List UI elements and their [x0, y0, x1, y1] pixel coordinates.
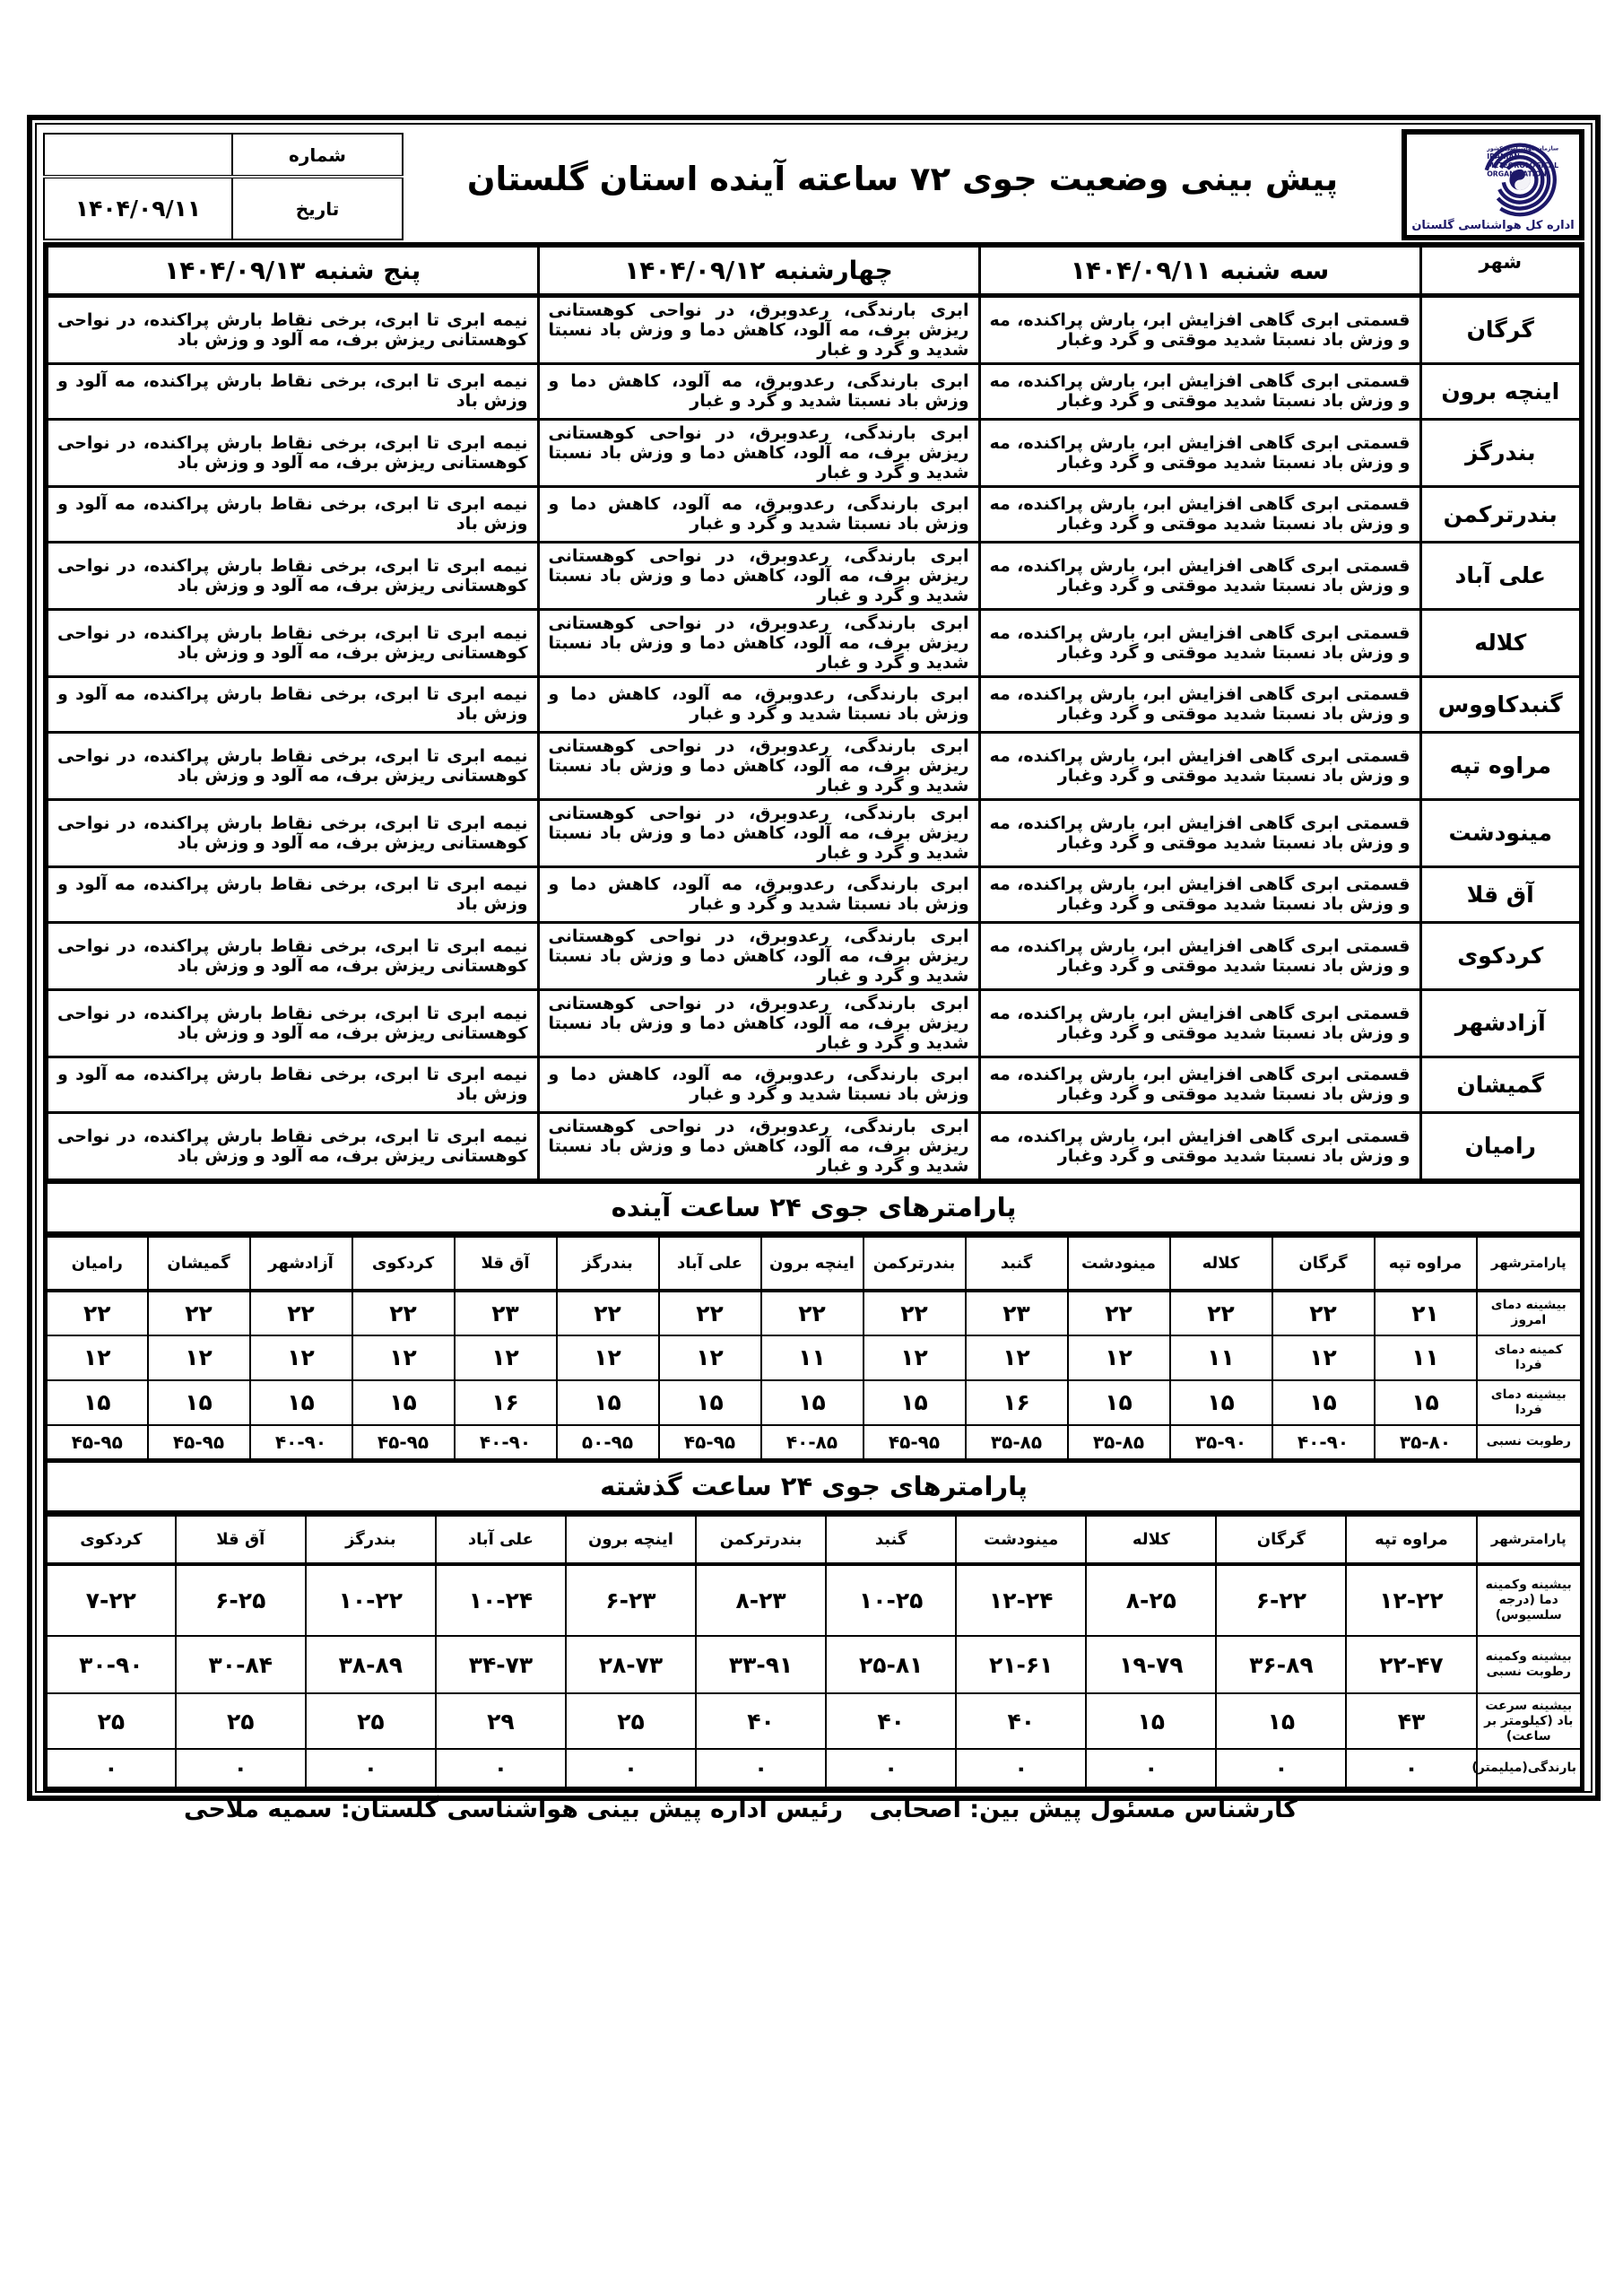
- meta-table: [43, 133, 404, 240]
- logo-org-fa: سازمان هواشناسی کشور: [1487, 145, 1559, 152]
- forecast-cell-wednesday: ابری بارندگی، رعدوبرق، مه آلود، کاهش دما و وزش باد نسبتا شدید و گرد و غبار: [538, 486, 979, 542]
- param-value-cell: ۲۲: [352, 1291, 455, 1335]
- param-value-cell: ۰: [1346, 1749, 1476, 1788]
- column-header-city: کلاله: [1086, 1516, 1216, 1564]
- footer-head: رئیس اداره پیش بینی هواشناسی گلستان: سمیه ملاحی: [184, 1796, 844, 1823]
- param-value-cell: ۱۰-۲۵: [826, 1564, 956, 1636]
- param-value-cell: ۲۵-۸۱: [826, 1636, 956, 1693]
- forecast-cell-wednesday: ابری بارندگی، رعدوبرق، مه آلود، کاهش دما و وزش باد نسبتا شدید و گرد و غبار: [538, 676, 979, 732]
- param-value-cell: ۶-۲۳: [566, 1564, 696, 1636]
- table-row: [46, 866, 1582, 922]
- param-value-cell: ۲۵: [46, 1693, 176, 1749]
- forecast-cell-thursday: نیمه ابری تا ابری، برخی نقاط بارش پراکنده، مه آلود و وزش باد: [46, 486, 538, 542]
- column-header-city: بندرگز: [306, 1516, 436, 1564]
- forecast-cell-thursday: نیمه ابری تا ابری، برخی نقاط بارش پراکنده، در نواحی کوهستانی ریزش برف، مه آلود و وزش باد: [46, 295, 538, 363]
- city-cell: آزادشهر: [1420, 989, 1582, 1057]
- param-value-cell: ۲۲-۴۷: [1346, 1636, 1476, 1693]
- param-value-cell: ۱۲: [352, 1335, 455, 1380]
- param-value-cell: ۱۶: [966, 1380, 1068, 1425]
- param-value-cell: ۱۵: [1272, 1380, 1375, 1425]
- param-value-cell: ۲۹: [436, 1693, 566, 1749]
- forecast-cell-tuesday: قسمتی ابری گاهی افزایش ابر، بارش پراکنده، مه و وزش باد نسبتا شدید موقتی و گرد وغبار: [979, 1057, 1420, 1112]
- logo-caption: اداره کل هواشناسی گلستان: [1411, 219, 1575, 232]
- meta-date-label: تاریخ: [232, 177, 403, 239]
- params-header-row: [46, 1237, 1583, 1291]
- param-value-cell: ۲۲: [1068, 1291, 1170, 1335]
- param-value-cell: ۴۰-۹۰: [250, 1425, 352, 1461]
- param-value-cell: ۸-۲۳: [696, 1564, 826, 1636]
- table-row: [46, 1693, 1583, 1749]
- day-header-tuesday: سه شنبه ۱۴۰۴/۰۹/۱۱: [979, 245, 1420, 295]
- table-row: [46, 1425, 1583, 1461]
- param-value-cell: ۲۳: [455, 1291, 557, 1335]
- table-row: [46, 363, 1582, 419]
- city-cell: گرگان: [1420, 295, 1582, 363]
- param-value-cell: ۱۵: [557, 1380, 659, 1425]
- city-cell: گنبدکاووس: [1420, 676, 1582, 732]
- param-value-cell: ۱۵: [148, 1380, 250, 1425]
- table-row: [46, 1291, 1583, 1335]
- forecast-header-row: [46, 245, 1582, 295]
- param-value-cell: ۰: [696, 1749, 826, 1788]
- param-value-cell: ۴۰-۸۵: [761, 1425, 864, 1461]
- column-header-city: بندرترکمن: [864, 1237, 966, 1291]
- param-value-cell: ۰: [306, 1749, 436, 1788]
- param-value-cell: ۲۲: [659, 1291, 761, 1335]
- param-value-cell: ۶-۲۵: [176, 1564, 306, 1636]
- params-future-title: پارامترهای جوی ۲۴ ساعت آینده: [43, 1184, 1584, 1236]
- column-header-city: آق قلا: [455, 1237, 557, 1291]
- city-cell: مینودشت: [1420, 799, 1582, 866]
- param-value-cell: ۲۱-۶۱: [956, 1636, 1086, 1693]
- param-value-cell: ۱۵: [46, 1380, 148, 1425]
- doc-frame-inner: [35, 123, 1593, 1793]
- param-value-cell: ۲۸-۷۳: [566, 1636, 696, 1693]
- table-row: [46, 989, 1582, 1057]
- forecast-cell-tuesday: قسمتی ابری گاهی افزایش ابر، بارش پراکنده، مه و وزش باد نسبتا شدید موقتی و گرد وغبار: [979, 542, 1420, 609]
- column-header-city: مینودشت: [1068, 1237, 1170, 1291]
- param-value-cell: ۲۲: [864, 1291, 966, 1335]
- column-header-city: گنبد: [826, 1516, 956, 1564]
- column-header-city: گمیشان: [148, 1237, 250, 1291]
- param-value-cell: ۲۵: [306, 1693, 436, 1749]
- param-value-cell: ۱۵: [761, 1380, 864, 1425]
- param-value-cell: ۴۰: [696, 1693, 826, 1749]
- param-value-cell: ۱۵: [250, 1380, 352, 1425]
- param-value-cell: ۰: [46, 1749, 176, 1788]
- param-value-cell: ۰: [826, 1749, 956, 1788]
- param-value-cell: ۴۵-۹۵: [148, 1425, 250, 1461]
- table-row: [46, 542, 1582, 609]
- forecast-cell-tuesday: قسمتی ابری گاهی افزایش ابر، بارش پراکنده، مه و وزش باد نسبتا شدید موقتی و گرد وغبار: [979, 486, 1420, 542]
- params-corner-header: پارامترشهر: [1477, 1237, 1583, 1291]
- forecast-cell-tuesday: قسمتی ابری گاهی افزایش ابر، بارش پراکنده، مه و وزش باد نسبتا شدید موقتی و گرد وغبار: [979, 989, 1420, 1057]
- param-value-cell: ۱۲-۲۲: [1346, 1564, 1476, 1636]
- params-corner-header: پارامترشهر: [1477, 1516, 1583, 1564]
- table-row: [46, 609, 1582, 676]
- logo-org-en2: METEOROLOGICAL: [1487, 161, 1559, 170]
- forecast-cell-wednesday: ابری بارندگی، رعدوبرق، مه آلود، کاهش دما و وزش باد نسبتا شدید و گرد و غبار: [538, 363, 979, 419]
- param-value-cell: ۰: [566, 1749, 696, 1788]
- param-value-cell: ۱۵: [1170, 1380, 1272, 1425]
- city-cell: کلاله: [1420, 609, 1582, 676]
- param-value-cell: ۸-۲۵: [1086, 1564, 1216, 1636]
- column-header-city: کلاله: [1170, 1237, 1272, 1291]
- param-value-cell: ۲۲: [46, 1291, 148, 1335]
- column-header-city: گنبد: [966, 1237, 1068, 1291]
- forecast-cell-tuesday: قسمتی ابری گاهی افزایش ابر، بارش پراکنده، مه و وزش باد نسبتا شدید موقتی و گرد وغبار: [979, 609, 1420, 676]
- param-value-cell: ۱۵: [1068, 1380, 1170, 1425]
- param-value-cell: ۱۵: [1086, 1693, 1216, 1749]
- param-value-cell: ۰: [176, 1749, 306, 1788]
- table-row: [46, 1335, 1583, 1380]
- forecast-cell-thursday: نیمه ابری تا ابری، برخی نقاط بارش پراکنده، در نواحی کوهستانی ریزش برف، مه آلود و وزش باد: [46, 419, 538, 486]
- param-value-cell: ۱۶: [455, 1380, 557, 1425]
- table-row: [46, 1380, 1583, 1425]
- column-header-city: مینودشت: [956, 1516, 1086, 1564]
- forecast-cell-wednesday: ابری بارندگی، رعدوبرق، در نواحی کوهستانی ریزش برف، مه آلود، کاهش دما و وزش باد نسبتا شدید و گرد و غبار: [538, 295, 979, 363]
- table-row: [46, 922, 1582, 989]
- forecast-cell-tuesday: قسمتی ابری گاهی افزایش ابر، بارش پراکنده، مه و وزش باد نسبتا شدید موقتی و گرد وغبار: [979, 1112, 1420, 1181]
- forecast-cell-wednesday: ابری بارندگی، رعدوبرق، در نواحی کوهستانی ریزش برف، مه آلود، کاهش دما و وزش باد نسبتا شدید و گرد و غبار: [538, 419, 979, 486]
- param-value-cell: ۱۲: [864, 1335, 966, 1380]
- met-org-logo-icon: [1410, 136, 1576, 220]
- param-row-label: بارندگی(میلیمتر): [1477, 1749, 1583, 1788]
- param-row-label: بیشینه دمای امروز: [1477, 1291, 1583, 1335]
- param-value-cell: ۱۲: [46, 1335, 148, 1380]
- param-value-cell: ۴۰-۹۰: [455, 1425, 557, 1461]
- forecast-cell-thursday: نیمه ابری تا ابری، برخی نقاط بارش پراکنده، مه آلود و وزش باد: [46, 866, 538, 922]
- column-header-city: بندرگز: [557, 1237, 659, 1291]
- param-value-cell: ۲۲: [761, 1291, 864, 1335]
- forecast-body: [46, 295, 1582, 1181]
- column-header-city: آق قلا: [176, 1516, 306, 1564]
- column-header-city: علی آباد: [659, 1237, 761, 1291]
- param-value-cell: ۰: [956, 1749, 1086, 1788]
- param-row-label: رطوبت نسبی: [1477, 1425, 1583, 1461]
- forecast-cell-wednesday: ابری بارندگی، رعدوبرق، در نواحی کوهستانی ریزش برف، مه آلود، کاهش دما و وزش باد نسبتا شدید و گرد و غبار: [538, 609, 979, 676]
- doc-header: [43, 129, 1584, 240]
- param-value-cell: ۲۲: [1272, 1291, 1375, 1335]
- param-value-cell: ۲۵: [176, 1693, 306, 1749]
- city-cell: کردکوی: [1420, 922, 1582, 989]
- param-value-cell: ۴۰-۹۰: [1272, 1425, 1375, 1461]
- column-header-city: گرگان: [1216, 1516, 1346, 1564]
- column-header-city: مراوه تپه: [1346, 1516, 1476, 1564]
- param-value-cell: ۴۵-۹۵: [46, 1425, 148, 1461]
- forecast-cell-tuesday: قسمتی ابری گاهی افزایش ابر، بارش پراکنده، مه و وزش باد نسبتا شدید موقتی و گرد وغبار: [979, 732, 1420, 799]
- column-header-city: رامیان: [46, 1237, 148, 1291]
- param-value-cell: ۱۱: [1170, 1335, 1272, 1380]
- params-past-title: پارامترهای جوی ۲۴ ساعت گذشته: [43, 1463, 1584, 1515]
- param-value-cell: ۲۲: [557, 1291, 659, 1335]
- param-value-cell: ۱۱: [1375, 1335, 1477, 1380]
- forecast-cell-thursday: نیمه ابری تا ابری، برخی نقاط بارش پراکنده، در نواحی کوهستانی ریزش برف، مه آلود و وزش باد: [46, 542, 538, 609]
- forecast-cell-wednesday: ابری بارندگی، رعدوبرق، در نواحی کوهستانی ریزش برف، مه آلود، کاهش دما و وزش باد نسبتا شدید و گرد و غبار: [538, 542, 979, 609]
- forecast-cell-tuesday: قسمتی ابری گاهی افزایش ابر، بارش پراکنده، مه و وزش باد نسبتا شدید موقتی و گرد وغبار: [979, 676, 1420, 732]
- city-cell: گمیشان: [1420, 1057, 1582, 1112]
- param-value-cell: ۱۵: [1216, 1693, 1346, 1749]
- param-value-cell: ۳۸-۸۹: [306, 1636, 436, 1693]
- param-value-cell: ۰: [1086, 1749, 1216, 1788]
- param-value-cell: ۱۲: [966, 1335, 1068, 1380]
- column-header-city: گرگان: [1272, 1237, 1375, 1291]
- column-header-city: اینچه برون: [566, 1516, 696, 1564]
- forecast-cell-tuesday: قسمتی ابری گاهی افزایش ابر، بارش پراکنده، مه و وزش باد نسبتا شدید موقتی و گرد وغبار: [979, 799, 1420, 866]
- forecast-cell-thursday: نیمه ابری تا ابری، برخی نقاط بارش پراکنده، مه آلود و وزش باد: [46, 1057, 538, 1112]
- forecast-cell-wednesday: ابری بارندگی، رعدوبرق، در نواحی کوهستانی ریزش برف، مه آلود، کاهش دما و وزش باد نسبتا شدید و گرد و غبار: [538, 732, 979, 799]
- title-area: [404, 129, 1402, 240]
- param-value-cell: ۴۵-۹۵: [659, 1425, 761, 1461]
- param-value-cell: ۳۴-۷۳: [436, 1636, 566, 1693]
- param-value-cell: ۰: [436, 1749, 566, 1788]
- param-value-cell: ۳۵-۸۰: [1375, 1425, 1477, 1461]
- param-value-cell: ۲۲: [250, 1291, 352, 1335]
- param-value-cell: ۱۵: [352, 1380, 455, 1425]
- param-value-cell: ۱۲: [1068, 1335, 1170, 1380]
- forecast-cell-tuesday: قسمتی ابری گاهی افزایش ابر، بارش پراکنده، مه و وزش باد نسبتا شدید موقتی و گرد وغبار: [979, 363, 1420, 419]
- param-row-label: بیشینه وکمینه رطوبت نسبی: [1477, 1636, 1583, 1693]
- column-header-city: علی آباد: [436, 1516, 566, 1564]
- table-row: [46, 1564, 1583, 1636]
- param-value-cell: ۴۳: [1346, 1693, 1476, 1749]
- param-value-cell: ۲۳: [966, 1291, 1068, 1335]
- param-value-cell: ۱۲: [455, 1335, 557, 1380]
- forecast-table: [43, 242, 1584, 1184]
- table-row: [46, 486, 1582, 542]
- city-column-header: شهر: [1420, 245, 1582, 295]
- param-value-cell: ۱۹-۷۹: [1086, 1636, 1216, 1693]
- city-cell: اینچه برون: [1420, 363, 1582, 419]
- param-value-cell: ۳۶-۸۹: [1216, 1636, 1346, 1693]
- param-value-cell: ۳۵-۸۵: [966, 1425, 1068, 1461]
- param-value-cell: ۴۵-۹۵: [864, 1425, 966, 1461]
- param-value-cell: ۰: [1216, 1749, 1346, 1788]
- forecast-cell-thursday: نیمه ابری تا ابری، برخی نقاط بارش پراکنده، مه آلود و وزش باد: [46, 676, 538, 732]
- param-value-cell: ۱۲-۲۴: [956, 1564, 1086, 1636]
- table-row: [46, 799, 1582, 866]
- day-header-thursday: پنج شنبه ۱۴۰۴/۰۹/۱۳: [46, 245, 538, 295]
- column-header-city: کردکوی: [352, 1237, 455, 1291]
- param-row-label: بیشینه دمای فردا: [1477, 1380, 1583, 1425]
- forecast-cell-wednesday: ابری بارندگی، رعدوبرق، در نواحی کوهستانی ریزش برف، مه آلود، کاهش دما و وزش باد نسبتا شدید و گرد و غبار: [538, 1112, 979, 1181]
- table-row: [46, 1112, 1582, 1181]
- column-header-city: اینچه برون: [761, 1237, 864, 1291]
- forecast-cell-tuesday: قسمتی ابری گاهی افزایش ابر، بارش پراکنده، مه و وزش باد نسبتا شدید موقتی و گرد وغبار: [979, 419, 1420, 486]
- logo-org-en1: IRANIAN: [1487, 152, 1520, 161]
- city-cell: رامیان: [1420, 1112, 1582, 1181]
- param-row-label: بیشینه وکمینه دما (درجه سلسیوس): [1477, 1564, 1583, 1636]
- param-value-cell: ۳۰-۹۰: [46, 1636, 176, 1693]
- meta-number-label: شماره: [232, 134, 403, 177]
- params-header-row: [46, 1516, 1583, 1564]
- param-value-cell: ۷-۲۲: [46, 1564, 176, 1636]
- day-header-wednesday: چهارشنبه ۱۴۰۴/۰۹/۱۲: [538, 245, 979, 295]
- param-value-cell: ۴۰: [826, 1693, 956, 1749]
- forecast-cell-wednesday: ابری بارندگی، رعدوبرق، مه آلود، کاهش دما و وزش باد نسبتا شدید و گرد و غبار: [538, 866, 979, 922]
- param-value-cell: ۵۰-۹۵: [557, 1425, 659, 1461]
- param-value-cell: ۳۳-۹۱: [696, 1636, 826, 1693]
- param-value-cell: ۱۱: [761, 1335, 864, 1380]
- forecast-cell-thursday: نیمه ابری تا ابری، برخی نقاط بارش پراکنده، در نواحی کوهستانی ریزش برف، مه آلود و وزش باد: [46, 1112, 538, 1181]
- column-header-city: بندرترکمن: [696, 1516, 826, 1564]
- param-row-label: کمینه دمای فردا: [1477, 1335, 1583, 1380]
- table-row: [46, 1636, 1583, 1693]
- table-row: [46, 295, 1582, 363]
- param-value-cell: ۴۵-۹۵: [352, 1425, 455, 1461]
- city-cell: علی آباد: [1420, 542, 1582, 609]
- param-value-cell: ۱۲: [1272, 1335, 1375, 1380]
- table-row: [46, 676, 1582, 732]
- param-value-cell: ۱۲: [148, 1335, 250, 1380]
- param-value-cell: ۱۲: [557, 1335, 659, 1380]
- forecast-cell-thursday: نیمه ابری تا ابری، برخی نقاط بارش پراکنده، در نواحی کوهستانی ریزش برف، مه آلود و وزش باد: [46, 609, 538, 676]
- param-value-cell: ۱۵: [864, 1380, 966, 1425]
- param-value-cell: ۲۲: [148, 1291, 250, 1335]
- forecast-cell-tuesday: قسمتی ابری گاهی افزایش ابر، بارش پراکنده، مه و وزش باد نسبتا شدید موقتی و گرد وغبار: [979, 295, 1420, 363]
- forecast-cell-thursday: نیمه ابری تا ابری، برخی نقاط بارش پراکنده، در نواحی کوهستانی ریزش برف، مه آلود و وزش باد: [46, 989, 538, 1057]
- table-row: [46, 419, 1582, 486]
- forecast-cell-tuesday: قسمتی ابری گاهی افزایش ابر، بارش پراکنده، مه و وزش باد نسبتا شدید موقتی و گرد وغبار: [979, 922, 1420, 989]
- meta-number-value: [44, 134, 232, 177]
- param-row-label: بیشینه سرعت باد (کیلومتر بر ساعت): [1477, 1693, 1583, 1749]
- column-header-city: مراوه تپه: [1375, 1237, 1477, 1291]
- params-future-table: [43, 1236, 1584, 1464]
- param-value-cell: ۱۲: [250, 1335, 352, 1380]
- param-value-cell: ۳۵-۹۰: [1170, 1425, 1272, 1461]
- param-value-cell: ۶-۲۲: [1216, 1564, 1346, 1636]
- city-cell: آق قلا: [1420, 866, 1582, 922]
- logo-box: [1402, 129, 1584, 240]
- param-value-cell: ۱۰-۲۴: [436, 1564, 566, 1636]
- param-value-cell: ۲۵: [566, 1693, 696, 1749]
- param-value-cell: ۱۵: [659, 1380, 761, 1425]
- column-header-city: آزادشهر: [250, 1237, 352, 1291]
- params-past-table: [43, 1515, 1584, 1791]
- doc-frame: [27, 115, 1601, 1801]
- param-value-cell: ۲۱: [1375, 1291, 1477, 1335]
- footer-forecaster: کارشناس مسئول پیش بین: اصحابی: [869, 1796, 1298, 1823]
- param-value-cell: ۲۲: [1170, 1291, 1272, 1335]
- column-header-city: کردکوی: [46, 1516, 176, 1564]
- forecast-cell-wednesday: ابری بارندگی، رعدوبرق، در نواحی کوهستانی ریزش برف، مه آلود، کاهش دما و وزش باد نسبتا شدید و گرد و غبار: [538, 922, 979, 989]
- forecast-cell-thursday: نیمه ابری تا ابری، برخی نقاط بارش پراکنده، در نواحی کوهستانی ریزش برف، مه آلود و وزش باد: [46, 922, 538, 989]
- table-row: [46, 1057, 1582, 1112]
- table-row: [46, 732, 1582, 799]
- logo-org-en3: ORGANIZATION: [1487, 170, 1547, 178]
- forecast-cell-wednesday: ابری بارندگی، رعدوبرق، در نواحی کوهستانی ریزش برف، مه آلود، کاهش دما و وزش باد نسبتا شدید و گرد و غبار: [538, 799, 979, 866]
- forecast-cell-thursday: نیمه ابری تا ابری، برخی نقاط بارش پراکنده، در نواحی کوهستانی ریزش برف، مه آلود و وزش باد: [46, 799, 538, 866]
- city-cell: بندرترکمن: [1420, 486, 1582, 542]
- forecast-cell-wednesday: ابری بارندگی، رعدوبرق، در نواحی کوهستانی ریزش برف، مه آلود، کاهش دما و وزش باد نسبتا شدید و گرد و غبار: [538, 989, 979, 1057]
- forecast-cell-thursday: نیمه ابری تا ابری، برخی نقاط بارش پراکنده، مه آلود و وزش باد: [46, 363, 538, 419]
- forecast-cell-wednesday: ابری بارندگی، رعدوبرق، مه آلود، کاهش دما و وزش باد نسبتا شدید و گرد و غبار: [538, 1057, 979, 1112]
- page-title: پیش بینی وضعیت جوی ۷۲ ساعته آینده استان گلستان: [466, 159, 1339, 198]
- city-cell: مراوه تپه: [1420, 732, 1582, 799]
- param-value-cell: ۱۲: [659, 1335, 761, 1380]
- param-value-cell: ۱۰-۲۲: [306, 1564, 436, 1636]
- param-value-cell: ۳۵-۸۵: [1068, 1425, 1170, 1461]
- param-value-cell: ۱۵: [1375, 1380, 1477, 1425]
- param-value-cell: ۴۰: [956, 1693, 1086, 1749]
- forecast-cell-thursday: نیمه ابری تا ابری، برخی نقاط بارش پراکنده، در نواحی کوهستانی ریزش برف، مه آلود و وزش باد: [46, 732, 538, 799]
- param-value-cell: ۳۰-۸۴: [176, 1636, 306, 1693]
- meta-date-value: ۱۴۰۴/۰۹/۱۱: [44, 177, 232, 239]
- city-cell: بندرگز: [1420, 419, 1582, 486]
- forecast-cell-tuesday: قسمتی ابری گاهی افزایش ابر، بارش پراکنده، مه و وزش باد نسبتا شدید موقتی و گرد وغبار: [979, 866, 1420, 922]
- table-row: [46, 1749, 1583, 1788]
